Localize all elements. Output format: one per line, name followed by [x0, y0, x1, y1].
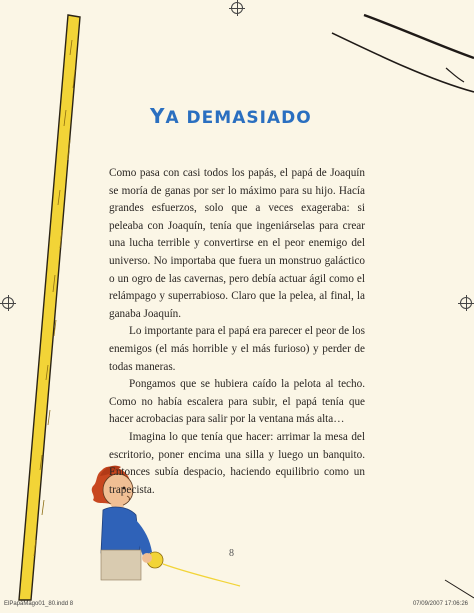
paragraph: Pongamos que se hubiera caído la pelota al techo. Como no había escalera para subir, el papá tenía que hacer acrobacias para salir por la ventana más alta… — [109, 378, 365, 426]
yellow-pole-illustration — [19, 15, 80, 600]
chapter-title-rest: A DEMASIADO — [165, 108, 312, 128]
registration-mark-icon — [231, 2, 243, 14]
rope-lines-illustration — [332, 15, 474, 92]
guide-line — [445, 580, 474, 598]
registration-mark-icon — [460, 297, 472, 309]
footer-file-info: ElPapáMago01_80.indd 8 — [4, 601, 74, 607]
chapter-title-initial: Y — [150, 104, 166, 128]
chapter-title — [150, 104, 350, 128]
footer-timestamp: 07/09/2007 17:06:26 — [412, 601, 468, 607]
page-number: 8 — [229, 548, 234, 559]
paragraph: Lo importante para el papá era parecer el peor de los enemigos (el más horrible y el más furioso) y perder de todas maneras. — [109, 325, 365, 373]
paragraph: Como pasa con casi todos los papás, el papá de Joaquín se moría de ganas por ser lo máximo para su hijo. Hacía grandes esfuerzos, solo que a veces exageraba: si peleaba con Joaquín, tenía que ingeniárselas para crear una lucha terrible y convertirse en el peor enemigo del universo. No importaba que fuera un monstruo galáctico o un ogro de las cavernas, pero debía actuar ágil como el relámpago y superrabioso. Claro que la pelea, al final, la ganaba Joaquín. — [109, 167, 365, 320]
registration-mark-icon — [2, 297, 14, 309]
body-text — [109, 165, 365, 499]
paragraph: Imagina lo que tenía que hacer: arrimar la mesa del escritorio, poner encima una silla y luego un banquito. Entonces subía despacio, haciendo equilibrio como un trapecista. — [109, 430, 365, 496]
